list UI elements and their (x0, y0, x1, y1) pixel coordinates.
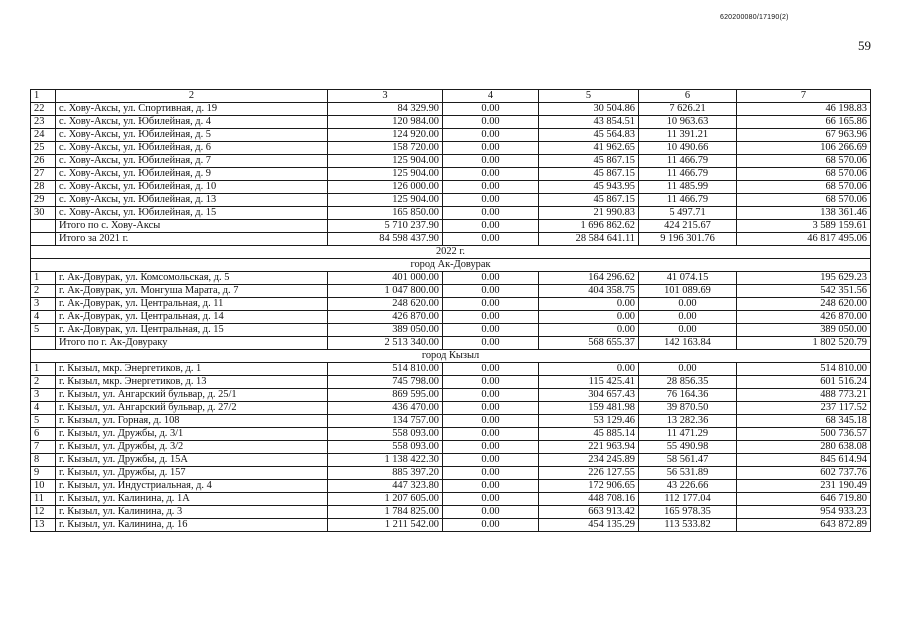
total-cost-cell: 558 093.00 (328, 428, 443, 441)
col7-cell: 138 361.46 (737, 207, 871, 220)
col4-cell: 0.00 (443, 181, 539, 194)
col7-cell: 195 629.23 (737, 272, 871, 285)
col6-cell: 10 963.63 (639, 116, 737, 129)
col4-cell: 0.00 (443, 155, 539, 168)
col5-cell: 0.00 (539, 311, 639, 324)
col4-cell: 0.00 (443, 467, 539, 480)
total-cost-cell: 1 047 800.00 (328, 285, 443, 298)
address-cell: г. Ак-Довурак, ул. Центральная, д. 11 (56, 298, 328, 311)
col7-cell: 68 570.06 (737, 155, 871, 168)
col4-cell: 0.00 (443, 103, 539, 116)
row-number: 25 (31, 142, 56, 155)
table-row (31, 402, 871, 415)
table-row (31, 441, 871, 454)
total-cost-cell: 1 211 542.00 (328, 519, 443, 532)
row-number (31, 337, 56, 350)
col6-cell: 5 497.71 (639, 207, 737, 220)
total-cost-cell: 2 513 340.00 (328, 337, 443, 350)
row-number: 23 (31, 116, 56, 129)
address-cell: с. Хову-Аксы, ул. Юбилейная, д. 13 (56, 194, 328, 207)
col7-cell: 68 345.18 (737, 415, 871, 428)
col4-cell: 0.00 (443, 168, 539, 181)
col6-cell: 11 391.21 (639, 129, 737, 142)
col4-cell: 0.00 (443, 220, 539, 233)
address-cell: с. Хову-Аксы, ул. Юбилейная, д. 10 (56, 181, 328, 194)
col4-cell: 0.00 (443, 272, 539, 285)
total-cost-cell: 158 720.00 (328, 142, 443, 155)
total-cost-cell: 5 710 237.90 (328, 220, 443, 233)
total-cost-cell: 514 810.00 (328, 363, 443, 376)
table-row (31, 454, 871, 467)
row-number: 2 (31, 285, 56, 298)
column-number: 3 (328, 90, 443, 103)
col6-cell: 142 163.84 (639, 337, 737, 350)
table-row (31, 220, 871, 233)
column-number: 6 (639, 90, 737, 103)
col6-cell: 10 490.66 (639, 142, 737, 155)
table-row (31, 363, 871, 376)
column-number: 4 (443, 90, 539, 103)
total-cost-cell: 869 595.00 (328, 389, 443, 402)
address-cell: с. Хову-Аксы, ул. Юбилейная, д. 4 (56, 116, 328, 129)
table-row (31, 285, 871, 298)
col7-cell: 46 198.83 (737, 103, 871, 116)
col7-cell: 248 620.00 (737, 298, 871, 311)
col6-cell: 41 074.15 (639, 272, 737, 285)
col7-cell: 602 737.76 (737, 467, 871, 480)
column-number: 7 (737, 90, 871, 103)
col4-cell: 0.00 (443, 454, 539, 467)
address-cell: Итого по г. Ак-Довураку (56, 337, 328, 350)
col4-cell: 0.00 (443, 311, 539, 324)
table-row (31, 129, 871, 142)
col6-cell: 7 626.21 (639, 103, 737, 116)
col5-cell: 45 867.15 (539, 168, 639, 181)
col4-cell: 0.00 (443, 207, 539, 220)
address-cell: г. Кызыл, ул. Горная, д. 108 (56, 415, 328, 428)
col5-cell: 0.00 (539, 363, 639, 376)
city-heading (31, 259, 871, 272)
total-cost-cell: 120 984.00 (328, 116, 443, 129)
column-number-row (31, 90, 871, 103)
address-cell: г. Кызыл, мкр. Энергетиков, д. 13 (56, 376, 328, 389)
col5-cell: 45 885.14 (539, 428, 639, 441)
row-number: 2 (31, 376, 56, 389)
col7-cell: 601 516.24 (737, 376, 871, 389)
col4-cell: 0.00 (443, 428, 539, 441)
row-number: 8 (31, 454, 56, 467)
table-row (31, 506, 871, 519)
col6-cell: 11 466.79 (639, 168, 737, 181)
row-number: 7 (31, 441, 56, 454)
col4-cell: 0.00 (443, 324, 539, 337)
table-row (31, 194, 871, 207)
total-cost-cell: 426 870.00 (328, 311, 443, 324)
address-cell: Итого за 2021 г. (56, 233, 328, 246)
col5-cell: 226 127.55 (539, 467, 639, 480)
col7-cell: 106 266.69 (737, 142, 871, 155)
row-number: 5 (31, 415, 56, 428)
total-cost-cell: 125 904.00 (328, 168, 443, 181)
col6-cell: 0.00 (639, 298, 737, 311)
col6-cell: 165 978.35 (639, 506, 737, 519)
col7-cell: 500 736.57 (737, 428, 871, 441)
row-number: 1 (31, 363, 56, 376)
row-number: 26 (31, 155, 56, 168)
data-table (30, 89, 871, 532)
col4-cell: 0.00 (443, 480, 539, 493)
col4-cell: 0.00 (443, 129, 539, 142)
address-cell: Итого по с. Хову-Аксы (56, 220, 328, 233)
address-cell: г. Кызыл, ул. Калинина, д. 3 (56, 506, 328, 519)
address-cell: с. Хову-Аксы, ул. Спортивная, д. 19 (56, 103, 328, 116)
table-row (31, 116, 871, 129)
col6-cell: 0.00 (639, 363, 737, 376)
row-number (31, 233, 56, 246)
col7-cell: 3 589 159.61 (737, 220, 871, 233)
col6-cell: 58 561.47 (639, 454, 737, 467)
total-cost-cell: 389 050.00 (328, 324, 443, 337)
row-number: 30 (31, 207, 56, 220)
total-cost-cell: 558 093.00 (328, 441, 443, 454)
col4-cell: 0.00 (443, 298, 539, 311)
col7-cell: 66 165.86 (737, 116, 871, 129)
total-cost-cell: 436 470.00 (328, 402, 443, 415)
address-cell: г. Ак-Довурак, ул. Комсомольская, д. 5 (56, 272, 328, 285)
col5-cell: 115 425.41 (539, 376, 639, 389)
table-row (31, 493, 871, 506)
address-cell: с. Хову-Аксы, ул. Юбилейная, д. 5 (56, 129, 328, 142)
row-number: 4 (31, 311, 56, 324)
total-cost-cell: 745 798.00 (328, 376, 443, 389)
column-number: 5 (539, 90, 639, 103)
col6-cell: 13 282.36 (639, 415, 737, 428)
col4-cell: 0.00 (443, 376, 539, 389)
total-cost-cell: 447 323.80 (328, 480, 443, 493)
col5-cell: 45 867.15 (539, 155, 639, 168)
address-cell: г. Кызыл, ул. Калинина, д. 1А (56, 493, 328, 506)
col4-cell: 0.00 (443, 506, 539, 519)
table-row (31, 298, 871, 311)
row-number: 5 (31, 324, 56, 337)
table-row (31, 324, 871, 337)
col6-cell: 11 471.29 (639, 428, 737, 441)
col4-cell: 0.00 (443, 194, 539, 207)
col7-cell: 68 570.06 (737, 194, 871, 207)
total-cost-cell: 1 138 422.30 (328, 454, 443, 467)
col7-cell: 542 351.56 (737, 285, 871, 298)
total-cost-cell: 126 000.00 (328, 181, 443, 194)
col5-cell: 30 504.86 (539, 103, 639, 116)
table-row (31, 272, 871, 285)
address-cell: г. Кызыл, ул. Дружбы, д. 15А (56, 454, 328, 467)
col5-cell: 304 657.43 (539, 389, 639, 402)
col4-cell: 0.00 (443, 519, 539, 532)
col7-cell: 845 614.94 (737, 454, 871, 467)
table-row (31, 337, 871, 350)
col6-cell: 11 466.79 (639, 155, 737, 168)
row-number: 10 (31, 480, 56, 493)
col4-cell: 0.00 (443, 285, 539, 298)
row-number: 29 (31, 194, 56, 207)
col5-cell: 28 584 641.11 (539, 233, 639, 246)
address-cell: г. Кызыл, мкр. Энергетиков, д. 1 (56, 363, 328, 376)
col6-cell: 424 215.67 (639, 220, 737, 233)
col6-cell: 113 533.82 (639, 519, 737, 532)
col6-cell: 43 226.66 (639, 480, 737, 493)
row-number: 3 (31, 298, 56, 311)
col4-cell: 0.00 (443, 389, 539, 402)
col6-cell: 0.00 (639, 324, 737, 337)
col5-cell: 234 245.89 (539, 454, 639, 467)
row-number: 1 (31, 272, 56, 285)
table-body (31, 90, 871, 532)
year-heading (31, 246, 871, 259)
col7-cell: 514 810.00 (737, 363, 871, 376)
col6-cell: 39 870.50 (639, 402, 737, 415)
address-cell: г. Ак-Довурак, ул. Центральная, д. 15 (56, 324, 328, 337)
table-row (31, 389, 871, 402)
address-cell: с. Хову-Аксы, ул. Юбилейная, д. 7 (56, 155, 328, 168)
row-number: 3 (31, 389, 56, 402)
col7-cell: 1 802 520.79 (737, 337, 871, 350)
col6-cell: 9 196 301.76 (639, 233, 737, 246)
table-row (31, 376, 871, 389)
table-row (31, 519, 871, 532)
col4-cell: 0.00 (443, 441, 539, 454)
col7-cell: 231 190.49 (737, 480, 871, 493)
col6-cell: 55 490.98 (639, 441, 737, 454)
table-row (31, 168, 871, 181)
address-cell: с. Хову-Аксы, ул. Юбилейная, д. 6 (56, 142, 328, 155)
document-code: 620200080/17190(2) (720, 14, 789, 21)
column-number: 2 (56, 90, 328, 103)
address-cell: г. Кызыл, ул. Дружбы, д. 3/2 (56, 441, 328, 454)
page-number: 59 (858, 38, 871, 53)
table-row (31, 233, 871, 246)
row-number: 4 (31, 402, 56, 415)
col6-cell: 112 177.04 (639, 493, 737, 506)
col5-cell: 43 854.51 (539, 116, 639, 129)
col5-cell: 159 481.98 (539, 402, 639, 415)
address-cell: г. Кызыл, ул. Калинина, д. 16 (56, 519, 328, 532)
table-row (31, 480, 871, 493)
total-cost-cell: 84 329.90 (328, 103, 443, 116)
col4-cell: 0.00 (443, 415, 539, 428)
col5-cell: 164 296.62 (539, 272, 639, 285)
table-row (31, 311, 871, 324)
col5-cell: 21 990.83 (539, 207, 639, 220)
row-number (31, 220, 56, 233)
col6-cell: 11 466.79 (639, 194, 737, 207)
col5-cell: 1 696 862.62 (539, 220, 639, 233)
total-cost-cell: 134 757.00 (328, 415, 443, 428)
table-row (31, 207, 871, 220)
table-row (31, 181, 871, 194)
col7-cell: 68 570.06 (737, 181, 871, 194)
col5-cell: 45 867.15 (539, 194, 639, 207)
table-row (31, 415, 871, 428)
total-cost-cell: 124 920.00 (328, 129, 443, 142)
address-cell: г. Ак-Довурак, ул. Центральная, д. 14 (56, 311, 328, 324)
address-cell: г. Кызыл, ул. Индустриальная, д. 4 (56, 480, 328, 493)
row-number: 27 (31, 168, 56, 181)
row-number: 28 (31, 181, 56, 194)
col7-cell: 643 872.89 (737, 519, 871, 532)
col7-cell: 68 570.06 (737, 168, 871, 181)
col5-cell: 568 655.37 (539, 337, 639, 350)
col7-cell: 389 050.00 (737, 324, 871, 337)
address-cell: г. Ак-Довурак, ул. Монгуша Марата, д. 7 (56, 285, 328, 298)
row-number: 24 (31, 129, 56, 142)
col6-cell: 101 089.69 (639, 285, 737, 298)
total-cost-cell: 248 620.00 (328, 298, 443, 311)
col5-cell: 0.00 (539, 324, 639, 337)
table-row (31, 155, 871, 168)
total-cost-cell: 1 207 605.00 (328, 493, 443, 506)
total-cost-cell: 885 397.20 (328, 467, 443, 480)
col5-cell: 454 135.29 (539, 519, 639, 532)
col7-cell: 237 117.52 (737, 402, 871, 415)
row-number: 22 (31, 103, 56, 116)
col4-cell: 0.00 (443, 493, 539, 506)
col5-cell: 45 943.95 (539, 181, 639, 194)
col6-cell: 11 485.99 (639, 181, 737, 194)
col4-cell: 0.00 (443, 116, 539, 129)
col7-cell: 46 817 495.06 (737, 233, 871, 246)
col6-cell: 76 164.36 (639, 389, 737, 402)
col7-cell: 426 870.00 (737, 311, 871, 324)
address-cell: г. Кызыл, ул. Дружбы, д. 157 (56, 467, 328, 480)
col6-cell: 0.00 (639, 311, 737, 324)
col7-cell: 67 963.96 (737, 129, 871, 142)
col4-cell: 0.00 (443, 402, 539, 415)
address-cell: с. Хову-Аксы, ул. Юбилейная, д. 9 (56, 168, 328, 181)
col7-cell: 954 933.23 (737, 506, 871, 519)
city-heading-label: город Ак-Довурак (31, 259, 871, 272)
city-heading (31, 350, 871, 363)
total-cost-cell: 84 598 437.90 (328, 233, 443, 246)
total-cost-cell: 125 904.00 (328, 194, 443, 207)
col4-cell: 0.00 (443, 337, 539, 350)
row-number: 11 (31, 493, 56, 506)
table-row (31, 467, 871, 480)
row-number: 13 (31, 519, 56, 532)
col4-cell: 0.00 (443, 233, 539, 246)
address-cell: г. Кызыл, ул. Дружбы, д. 3/1 (56, 428, 328, 441)
total-cost-cell: 401 000.00 (328, 272, 443, 285)
col5-cell: 404 358.75 (539, 285, 639, 298)
col6-cell: 56 531.89 (639, 467, 737, 480)
table-row (31, 142, 871, 155)
year-heading-label: 2022 г. (31, 246, 871, 259)
address-cell: г. Кызыл, ул. Ангарский бульвар, д. 27/2 (56, 402, 328, 415)
col5-cell: 172 906.65 (539, 480, 639, 493)
col5-cell: 448 708.16 (539, 493, 639, 506)
total-cost-cell: 1 784 825.00 (328, 506, 443, 519)
col4-cell: 0.00 (443, 363, 539, 376)
total-cost-cell: 165 850.00 (328, 207, 443, 220)
row-number: 9 (31, 467, 56, 480)
col5-cell: 221 963.94 (539, 441, 639, 454)
col5-cell: 663 913.42 (539, 506, 639, 519)
address-cell: с. Хову-Аксы, ул. Юбилейная, д. 15 (56, 207, 328, 220)
col7-cell: 646 719.80 (737, 493, 871, 506)
col5-cell: 41 962.65 (539, 142, 639, 155)
col7-cell: 280 638.08 (737, 441, 871, 454)
row-number: 6 (31, 428, 56, 441)
col5-cell: 53 129.46 (539, 415, 639, 428)
column-number: 1 (31, 90, 56, 103)
col5-cell: 0.00 (539, 298, 639, 311)
row-number: 12 (31, 506, 56, 519)
col5-cell: 45 564.83 (539, 129, 639, 142)
address-cell: г. Кызыл, ул. Ангарский бульвар, д. 25/1 (56, 389, 328, 402)
total-cost-cell: 125 904.00 (328, 155, 443, 168)
col6-cell: 28 856.35 (639, 376, 737, 389)
table-row (31, 428, 871, 441)
col7-cell: 488 773.21 (737, 389, 871, 402)
city-heading-label: город Кызыл (31, 350, 871, 363)
table-row (31, 103, 871, 116)
col4-cell: 0.00 (443, 142, 539, 155)
